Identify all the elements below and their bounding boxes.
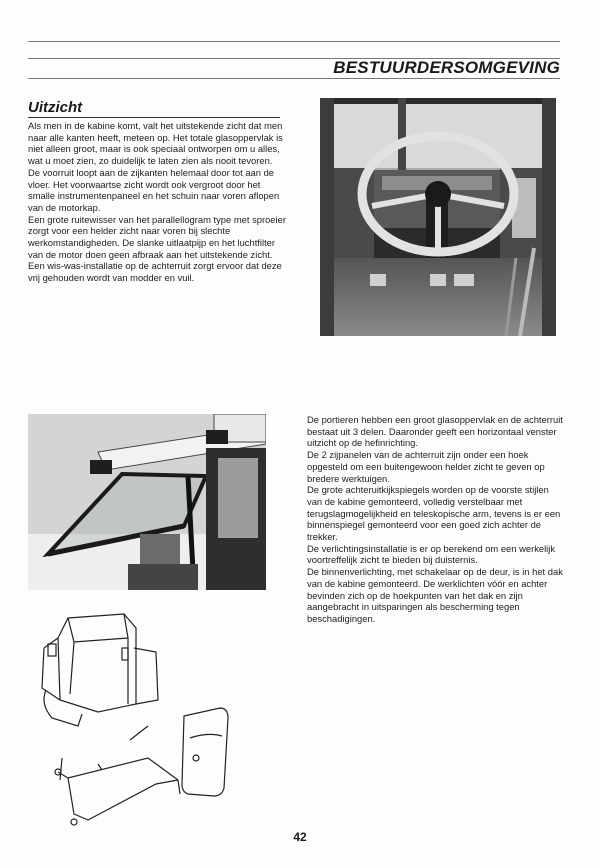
section-title: BESTUURDERSOMGEVING (333, 58, 560, 77)
paragraph: De binnenverlichting, met schakelaar op de deur, is in het dak van de kabine gemonteerd. De werklichten vóór en achter bevinden zich op de hoekpunten van het dak en zijn aangebracht in uitsparingen als bescherming tegen beschadigingen. (307, 566, 563, 624)
mirror-line-drawing (38, 608, 268, 840)
paragraph: De grote achteruitkijkspiegels worden op de voorste stijlen van de kabine gemonteerd, volledig verstelbaar met terugslagmogelijkheid en teleskopische arm, tevens is er een binnenspiegel gemonteerd voor een goed zich achter de trekker. (307, 484, 561, 543)
left-text-column (28, 120, 286, 284)
subheading-uitzicht: Uitzicht (28, 99, 83, 116)
cab-exterior-photo (28, 414, 266, 590)
paragraph: Een wis-was-installatie op de achterruit zorgt ervoor dat deze vrij gehouden wordt van modder en vuil. (28, 260, 282, 284)
page-number: 42 (293, 830, 307, 844)
header-rule-top (28, 41, 560, 42)
paragraph: Als men in de kabine komt, valt het uitstekende zicht dat men naar alle kanten heeft, meteen op. Het totale glasoppervlak is niet alleen groot, maar is ook speciaal ontworpen om u alles, wat u moet zien, zo duidelijk te laten zien als nooit tevoren. (28, 120, 283, 167)
paragraph: De portieren hebben een groot glasoppervlak en de achterruit bestaat uit 3 delen. Daaronder geeft een horizontaal venster uitzicht op de hefinrichting. (307, 414, 563, 449)
header-rule-bottom (28, 78, 560, 79)
subheading-underline (28, 117, 280, 118)
paragraph: De voorruit loopt aan de zijkanten helemaal door tot aan de vloer. Het voorwaartse zicht wordt ook vergroot door het smalle instrumentenpaneel en het schuin naar voren aflopen van de motorkap. (28, 166, 280, 213)
paragraph: De verlichtingsinstallatie is er op berekend om een werkelijk voortreffelijk zicht te bieden bij duisternis. (307, 542, 556, 566)
paragraph: De 2 zijpanelen van de achterruit zijn onder een hoek opgesteld om een buitengewoon helder zicht te geven op bredere werktuigen. (307, 449, 545, 484)
right-text-column (307, 414, 563, 625)
paragraph: Een grote ruitewisser van het parallellogram type met sproeier zorgt voor een helder zicht naar voren bij slechte werkomstandigheden. De slanke uitlaatpijp en het luchtfilter van de motor doen geen afbraak aan het uitstekende zicht. (28, 213, 286, 260)
cab-interior-photo (320, 98, 556, 336)
